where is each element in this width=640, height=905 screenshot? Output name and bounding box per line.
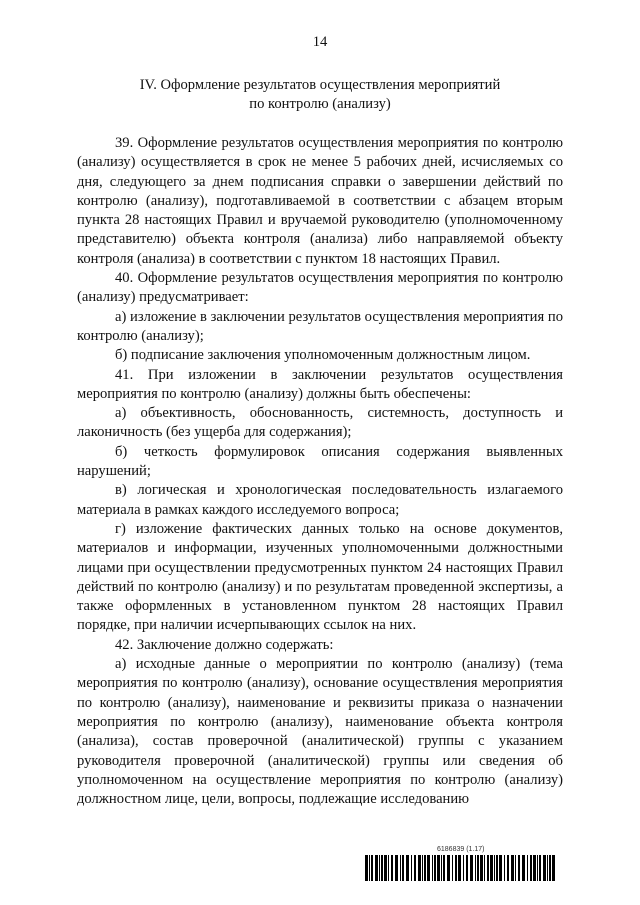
paragraph-42: 42. Заключение должно содержать: bbox=[115, 636, 334, 653]
paragraph-40-b: б) подписание заключения уполномоченным должностным лицом. bbox=[115, 347, 531, 364]
document-footer bbox=[365, 846, 561, 881]
paragraph-39: 39. Оформление результатов осуществления мероприятия по контролю (анализу) осуществляется в срок не менее 5 рабочих дней, исчисляемых со дня, следующего за днем подписания справки о завершении действий по контролю (анализу), подготавливаемой в соответствии с абзацем вторым пункта 28 настоящих Правил и вручаемой руководителю (уполномоченному представителю) объекта контроля (анализа) либо направляемой объекту контроля (анализа) в соответствии с пунктом 18 настоящих Правил. bbox=[77, 135, 563, 267]
paragraph-41: 41. При изложении в заключении результатов осуществления мероприятия по контролю (анализу) должны быть обеспечены: bbox=[77, 366, 563, 402]
document-code: 6186839 (1.17) bbox=[437, 846, 485, 853]
paragraph-41-v: в) логическая и хронологическая последовательность излагаемого материала в рамках каждого исследуемого вопроса; bbox=[77, 482, 563, 518]
paragraph-40-a: а) изложение в заключении результатов осуществления мероприятия по контролю (анализу); bbox=[77, 308, 563, 344]
barcode-icon bbox=[365, 855, 561, 881]
paragraph-41-a: а) объективность, обоснованность, системность, доступность и лаконичность (без ущерба для содержания); bbox=[77, 405, 563, 441]
paragraph-41-b: б) четкость формулировок описания содержания выявленных нарушений; bbox=[77, 443, 563, 480]
paragraph-41-g: г) изложение фактических данных только на основе документов, материалов и информации, изученных уполномоченными должностными лицами при осуществлении предусмотренных пунктом 24 настоящих Правил действий по контролю (анализу) и по результатам проведенной экспертизы, а также оформленных в установленном пунктом 28 настоящих Правил порядке, при наличии исчерпывающих ссылок на них. bbox=[77, 520, 563, 634]
body-text bbox=[77, 134, 563, 809]
paragraph-40: 40. Оформление результатов осуществления мероприятия по контролю (анализу) предусматривает: bbox=[77, 270, 563, 306]
section-heading-line-1: IV. Оформление результатов осуществления мероприятий bbox=[139, 77, 501, 93]
paragraph-42-a: а) исходные данные о мероприятии по контролю (анализу) (тема мероприятия по контролю (анализу), основание осуществления мероприятия по контролю (анализу), наименование и реквизиты приказа о назначении мероприятия по контролю (анализу), наименование объекта контроля (анализа), состав проверочной (аналитической) группы с указанием руководителя проверочной (аналитической) группы или сведения об уполномоченном на осуществление мероприятия по контролю (анализу) должностном лице, цели, вопросы, подлежащие исследованию bbox=[77, 656, 563, 808]
page-number: 14 bbox=[312, 34, 328, 50]
section-heading bbox=[60, 76, 580, 114]
section-heading-line-2: по контролю (анализу) bbox=[249, 96, 391, 112]
